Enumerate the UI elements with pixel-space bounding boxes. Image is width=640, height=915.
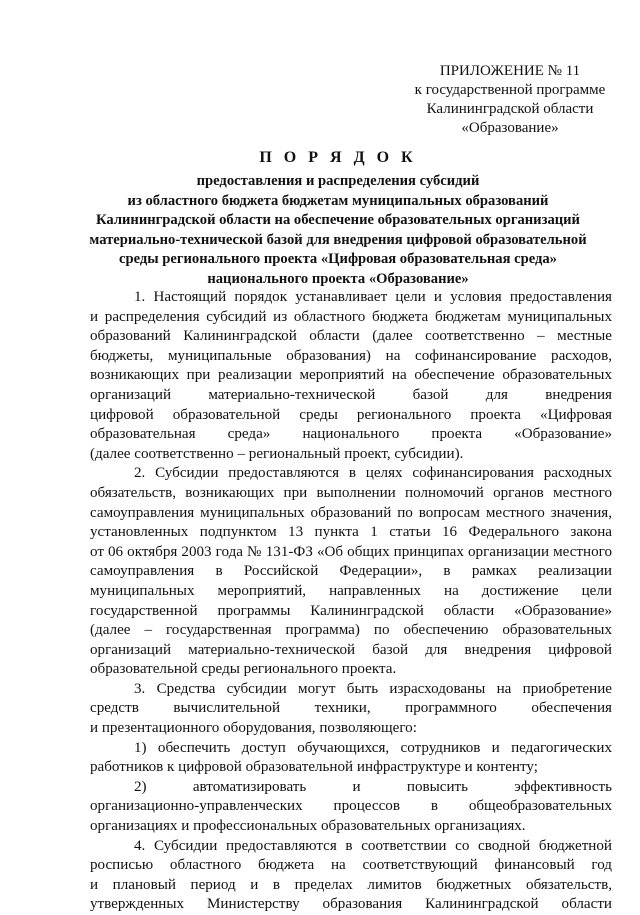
paragraph-1-line: и распределения субсидий из областного бюджета бюджетам муниципальных	[90, 308, 612, 325]
title-line: Калининградской области на обеспечение образовательных организаций	[96, 212, 580, 228]
paragraph-4-line: 4. Субсидии предоставляются в соответствии со сводной бюджетной	[134, 837, 612, 854]
title-line: национального проекта «Образование»	[207, 270, 469, 287]
appendix-number: ПРИЛОЖЕНИЕ № 11	[439, 63, 581, 79]
subitem-1-line: работников к цифровой образовательной инфраструктуре и контенту;	[90, 759, 538, 776]
paragraph-1-line: образовательная среда» национального проекта «Образование»	[90, 426, 612, 443]
paragraph-3-line: 3. Средства субсидии могут быть израсходованы на приобретение	[134, 680, 612, 697]
paragraph-2-line: самоуправления в Российской Федерации», в рамках реализации	[90, 563, 612, 580]
paragraph-2-line: организаций материально-технической базой для внедрения цифровой	[90, 641, 612, 658]
title-main: П О Р Я Д О К	[259, 149, 417, 166]
paragraph-4-line: и плановый период и в пределах лимитов бюджетных обязательств,	[90, 876, 612, 893]
paragraph-4-line: утвержденных Министерству образования Калининградской области	[90, 896, 612, 913]
paragraph-3-line: средств вычислительной техники, программного обеспечения	[90, 700, 612, 717]
subitem-1-line: 1) обеспечить доступ обучающихся, сотрудников и педагогических	[134, 739, 612, 756]
paragraph-1-line: образований Калининградской области (далее соответственно – местные	[90, 328, 612, 345]
paragraph-2-line: государственной программы Калининградской области «Образование»	[90, 602, 612, 619]
title-line: предоставления и распределения субсидий	[196, 173, 480, 189]
appendix-header	[395, 62, 625, 138]
paragraph-2-line: (далее – государственная программа) по обеспечению образовательных	[90, 622, 612, 639]
paragraph-2-line: от 06 октября 2003 года № 131-ФЗ «Об общих принципах организации местного	[90, 543, 612, 560]
paragraph-1-line: бюджеты, муниципальные образования) на софинансирование расходов,	[90, 347, 612, 364]
appendix-program-name: «Образование»	[461, 120, 559, 136]
document-title	[78, 148, 598, 289]
paragraph-2-line: 2. Субсидии предоставляются в целях софинансирования расходных	[134, 465, 612, 482]
paragraph-2-line: образовательной среды регионального проекта.	[90, 661, 397, 678]
appendix-region-line: Калининградской области	[426, 101, 594, 117]
subitem-2-line: 2) автоматизировать и повысить эффективность	[134, 778, 612, 795]
paragraph-1-line: организаций материально-технической базой для внедрения	[90, 386, 612, 403]
paragraph-2-line: обязательств, возникающих при выполнении полномочий органов местного	[90, 484, 612, 501]
paragraph-3-line: и презентационного оборудования, позволяющего:	[90, 720, 417, 737]
paragraph-2-line: установленных подпунктом 13 пункта 1 статьи 16 Федерального закона	[90, 524, 612, 541]
paragraph-1-line: цифровой образовательной среды регионального проекта «Цифровая	[90, 406, 612, 423]
paragraph-4-line: росписью областного бюджета на соответствующий финансовый год	[90, 857, 612, 874]
subitem-2-line: организациях и профессиональных образовательных организациях.	[90, 818, 526, 835]
subitem-2-line: организационно-управленческих процессов в общеобразовательных	[90, 798, 612, 815]
title-line: материально-технической базой для внедрения цифровой образовательной	[89, 231, 587, 248]
paragraph-2-line: муниципальных мероприятий, направленных на достижение цели	[90, 582, 612, 599]
title-line: среды регионального проекта «Цифровая образовательная среда»	[119, 251, 557, 267]
appendix-program-line: к государственной программе	[414, 82, 606, 98]
paragraph-1-line: 1. Настоящий порядок устанавливает цели и условия предоставления	[134, 289, 612, 305]
document-body	[90, 288, 612, 915]
title-line: из областного бюджета бюджетам муниципальных образований	[127, 192, 549, 209]
paragraph-1-line: возникающих при реализации мероприятий на обеспечение образовательных	[90, 367, 612, 384]
paragraph-2-line: самоуправления муниципальных образований по вопросам местного значения,	[90, 504, 612, 521]
paragraph-1-line: (далее соответственно – региональный проект, субсидии).	[90, 445, 464, 462]
